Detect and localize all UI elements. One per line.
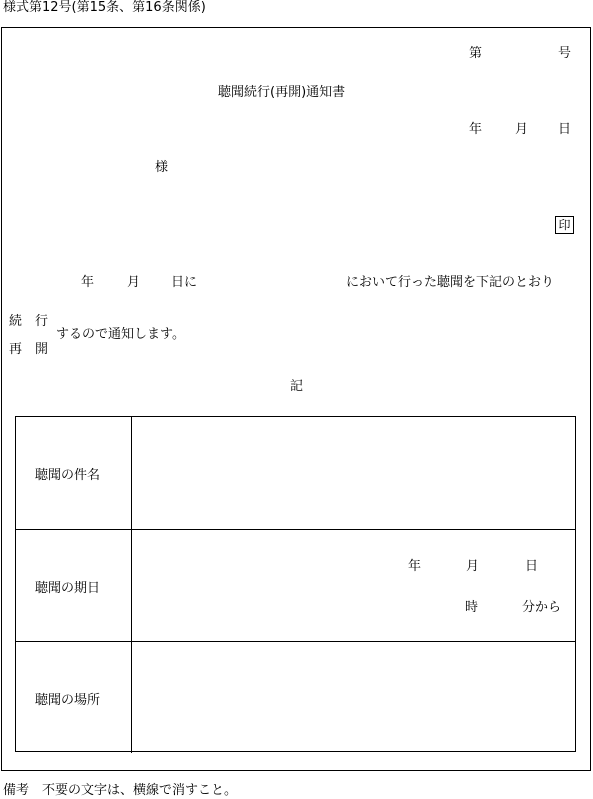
subject-value-cell [132,417,575,529]
ki-heading: 記 [290,379,304,394]
place-value-cell [132,642,575,753]
notice-tail: するので通知します。 [56,327,185,342]
date-label: 聴聞の期日 [35,581,101,596]
schedule-year: 年 [408,559,422,574]
option-reopen: 再 開 [9,342,49,357]
table-cell-label [16,417,132,529]
date-value-cell [132,530,575,641]
held-text: において行った聴聞を下記のとおり [346,275,555,290]
hearing-date-day: 日に [171,275,198,290]
form-number: 様式第12号(第15条、第16条関係) [3,0,206,15]
schedule-minute-from: 分から [522,600,562,615]
schedule-day: 日 [525,559,539,574]
date-month: 月 [515,122,529,137]
recipient-suffix: 様 [155,160,169,175]
date-day: 日 [558,122,572,137]
seal-mark: 印 [555,216,574,234]
place-label: 聴聞の場所 [35,693,101,708]
document-title: 聴聞続行(再開)通知書 [218,85,346,100]
table-row-date [16,529,575,641]
table-row-subject [16,417,575,529]
schedule-hour: 時 [465,600,479,615]
table-cell-label [16,530,132,641]
date-year: 年 [469,122,483,137]
subject-label: 聴聞の件名 [35,468,101,483]
table-cell-label [16,642,132,753]
option-continue: 続 行 [9,314,49,329]
hearing-date-year: 年 [81,275,95,290]
doc-number-go: 号 [558,46,572,61]
remarks-note: 備考 不要の文字は、横線で消すこと。 [3,783,238,798]
details-table [15,416,576,752]
hearing-date-month: 月 [127,275,141,290]
doc-number-dai: 第 [469,46,483,61]
schedule-month: 月 [466,559,480,574]
table-row-place [16,641,575,753]
